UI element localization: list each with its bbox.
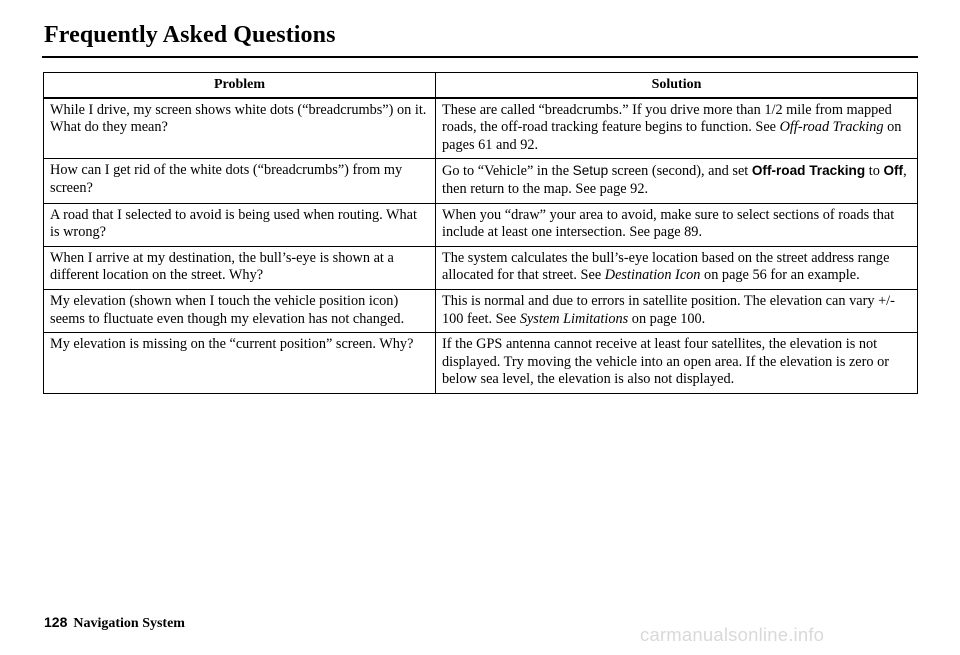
page-title: Frequently Asked Questions bbox=[44, 22, 336, 48]
faq-table bbox=[43, 72, 918, 394]
page-reference: Off-road Tracking bbox=[779, 119, 884, 136]
off-road-tracking-label: Off-road Tracking bbox=[751, 163, 866, 179]
table-header-row bbox=[44, 73, 918, 98]
solution-cell bbox=[436, 333, 918, 394]
off-label: Off bbox=[883, 163, 904, 179]
table-row bbox=[44, 203, 918, 246]
page-number: 128 bbox=[44, 614, 68, 630]
footer-section-label: Navigation System bbox=[73, 616, 185, 631]
page-reference: System Limitations bbox=[519, 310, 629, 327]
problem-cell: My elevation is missing on the “current position” screen. Why? bbox=[44, 333, 436, 394]
problem-cell: A road that I selected to avoid is being used when routing. What is wrong? bbox=[44, 203, 436, 246]
table-row bbox=[44, 333, 918, 394]
solution-text: These are called “breadcrumbs.” If you drive more than 1/2 mile from mapped roads, the off-road tracking feature begins to function. See bbox=[442, 101, 892, 136]
title-divider bbox=[42, 56, 918, 58]
page-reference: Destination Icon bbox=[604, 267, 701, 284]
column-header-solution: Solution bbox=[436, 73, 918, 98]
solution-text: screen (second), and set bbox=[608, 163, 752, 180]
problem-cell: My elevation (shown when I touch the vehicle position icon) seems to fluctuate even though my elevation has not changed. bbox=[44, 289, 436, 332]
table-row bbox=[44, 289, 918, 332]
solution-cell bbox=[436, 159, 918, 203]
problem-cell: How can I get rid of the white dots (“breadcrumbs”) from my screen? bbox=[44, 159, 436, 203]
solution-text: If the GPS antenna cannot receive at least four satellites, the elevation is not displayed. Try moving the vehicle into an open area. If the elevation is zero or below sea level, the elevation is also not displayed. bbox=[442, 336, 890, 388]
solution-text: on page 56 for an example. bbox=[700, 267, 860, 284]
solution-text: Go to “Vehicle” in the bbox=[442, 163, 573, 180]
solution-text: to bbox=[865, 163, 884, 180]
solution-cell bbox=[436, 203, 918, 246]
table-row bbox=[44, 246, 918, 289]
solution-text: When you “draw” your area to avoid, make sure to select sections of roads that include at least one intersection. See page 89. bbox=[442, 206, 895, 241]
page-footer bbox=[44, 614, 185, 632]
site-watermark: carmanualsonline.info bbox=[640, 624, 825, 645]
solution-cell bbox=[436, 289, 918, 332]
setup-label: Setup bbox=[572, 163, 609, 179]
solution-cell bbox=[436, 246, 918, 289]
problem-cell: While I drive, my screen shows white dots (“breadcrumbs”) on it. What do they mean? bbox=[44, 98, 436, 159]
table-row bbox=[44, 159, 918, 203]
column-header-problem: Problem bbox=[44, 73, 436, 98]
solution-text: This is normal and due to errors in satellite position. The elevation can vary +/- 100 feet. See bbox=[442, 292, 895, 327]
solution-text: on pages 61 and 92. bbox=[442, 119, 902, 153]
solution-cell bbox=[436, 98, 918, 159]
solution-text: on page 100. bbox=[628, 310, 706, 327]
solution-text: , then return to the map. See page 92. bbox=[442, 163, 907, 197]
solution-text: The system calculates the bull’s-eye location based on the street address range allocated for that street. See bbox=[442, 249, 890, 284]
problem-cell: When I arrive at my destination, the bull’s-eye is shown at a different location on the street. Why? bbox=[44, 246, 436, 289]
table-row bbox=[44, 98, 918, 159]
